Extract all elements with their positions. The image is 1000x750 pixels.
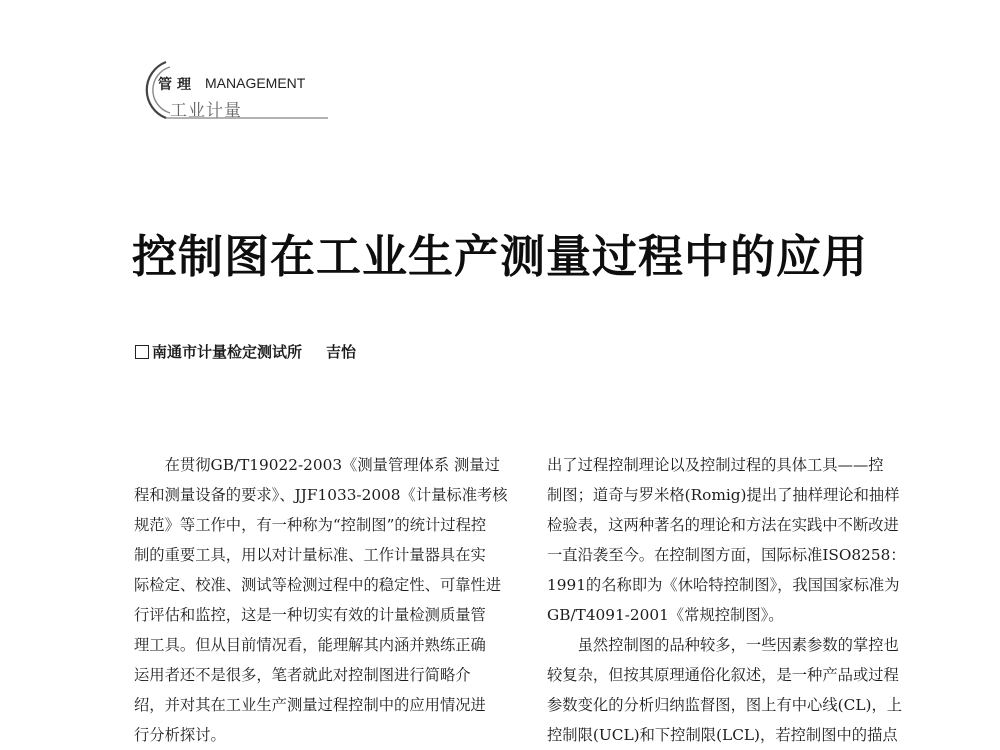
subsection-label: 工业计量: [170, 101, 242, 121]
text-line: 1991的名称即为《休哈特控制图》，我国国家标准为: [547, 576, 900, 594]
body-column-right: [547, 450, 933, 750]
text-line: 理工具。但从目前情况看，能理解其内涵并熟练正确: [134, 636, 486, 654]
text-line: 一直沿袭至今。在控制图方面，国际标准ISO8258：: [547, 546, 906, 564]
text-line: 参数变化的分析归纳监督图，图上有中心线(CL)，上: [547, 696, 903, 714]
body-column-left: [134, 450, 520, 750]
text-line: 出了过程控制理论以及控制过程的具体工具——控: [547, 456, 884, 474]
text-line: 制图；道奇与罗米格(Romig)提出了抽样理论和抽样: [547, 486, 900, 504]
text-line: 行分析探讨。: [134, 726, 226, 744]
text-line: 绍，并对其在工业生产测量过程控制中的应用情况进: [134, 696, 486, 714]
section-label-cn: 管理: [158, 77, 196, 93]
text-line: 程和测量设备的要求》、JJF1033-2008《计量标准考核: [134, 486, 508, 504]
square-bullet-icon: [135, 345, 149, 359]
text-line: GB/T4091-2001《常规控制图》。: [547, 606, 784, 624]
text-line: 控制限(UCL)和下控制限(LCL)，若控制图中的描点: [547, 726, 898, 744]
text-line: 在贯彻GB/T19022-2003《测量管理体系 测量过: [134, 456, 500, 474]
affiliation: 南通市计量检定测试所: [152, 343, 303, 361]
text-line: 较复杂，但按其原理通俗化叙述，是一种产品或过程: [547, 666, 899, 684]
article-title: 控制图在工业生产测量过程中的应用: [132, 230, 869, 283]
text-line: 运用者还不是很多，笔者就此对控制图进行简略介: [134, 666, 471, 684]
section-label-en: MANAGEMENT: [205, 75, 306, 91]
section-logo: [128, 52, 328, 130]
text-line: 检验表，这两种著名的理论和方法在实践中不断改进: [547, 516, 899, 534]
author-name: 吉怡: [326, 343, 357, 361]
text-line: 制的重要工具，用以对计量标准、工作计量器具在实: [134, 546, 486, 564]
text-line: 虽然控制图的品种较多，一些因素参数的掌控也: [547, 636, 899, 654]
byline: [135, 341, 356, 362]
text-line: 规范》等工作中，有一种称为“控制图”的统计过程控: [134, 516, 487, 534]
text-line: 行评估和监控，这是一种切实有效的计量检测质量管: [134, 606, 486, 624]
text-line: 际检定、校准、测试等检测过程中的稳定性、可靠性进: [134, 576, 502, 594]
